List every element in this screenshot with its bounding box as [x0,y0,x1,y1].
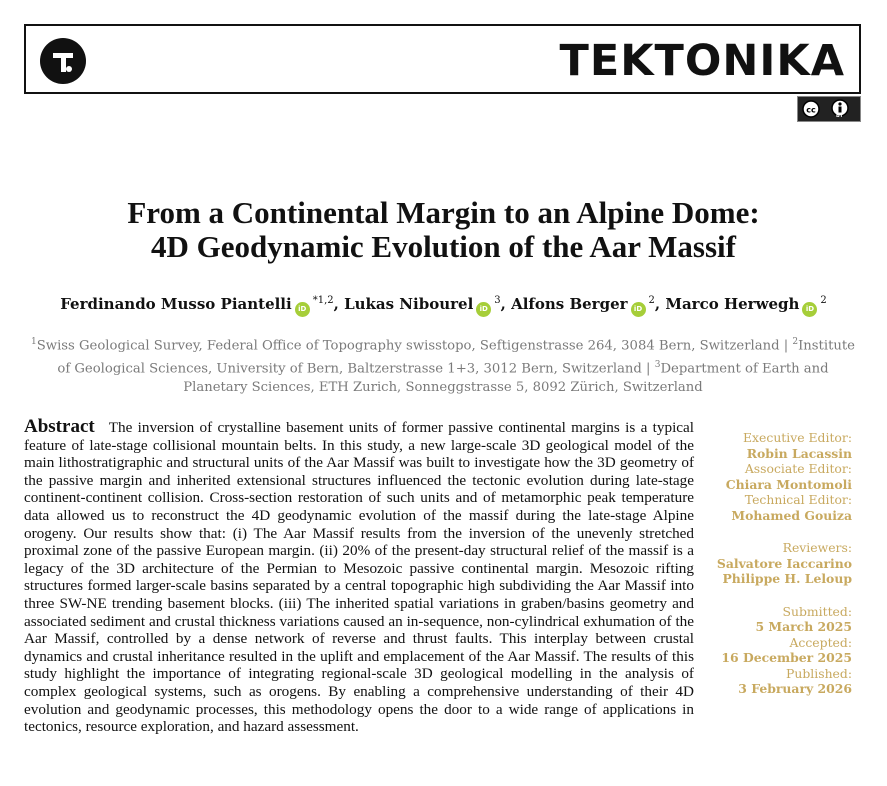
accepted-date: 16 December 2025 [721,650,852,665]
published-label: Published: [786,665,852,681]
cc-by-icon[interactable] [797,96,861,122]
affiliation-sup: 2 [792,337,799,347]
executive-editor-label: Executive Editor: [743,430,852,445]
orcid-icon[interactable]: iD [295,302,310,317]
orcid-icon[interactable]: iD [476,302,491,317]
affiliation-text: Department of Earth and Planetary Sciences, ETH Zurich, Sonneggstrasse 5, 8092 Zürich, Switzerland [183,361,829,395]
author-affiliation-sup: 2 [820,295,827,306]
affiliations [30,333,856,397]
submitted-label: Submitted: [782,603,852,619]
author-name: Ferdinando Musso Piantelli [60,295,292,313]
author-affiliation-sup: 3 [494,295,501,306]
author-name: Lukas Nibourel [344,295,474,313]
affiliation-sup: 1 [31,337,37,347]
title-line-2: 4D Geodynamic Evolution of the Aar Massif [151,229,736,264]
abstract [24,418,694,736]
author-affiliation-sup: 2 [648,295,655,306]
submitted-date: 5 March 2025 [755,619,852,634]
affiliation-text: Institute of Geological Sciences, University of Bern, Baltzerstrasse 1+3, 3012 Bern, Switzerland | [57,338,855,377]
reviewer-name: Salvatore Iaccarino [716,555,852,571]
title-line-1: From a Continental Margin to an Alpine Dome: [127,195,760,230]
affiliation-text: Swiss Geological Survey, Federal Office of Topography swisstopo, Seftigenstrasse 264, 3084 Bern, Switzerland | [36,338,793,354]
journal-wordmark[interactable]: TEKTONIKA [559,36,845,86]
orcid-icon[interactable]: iD [631,302,646,317]
abstract-text: The inversion of crystalline basement units of former passive continental margins is a typical feature of late-stage collisional mountain belts. In this study, a new large-scale 3D geological model of the main lithostratigraphic and structural units of the Aar Massif was built to investigate how the 3D geometry of the passive margin and inherited extensional structures influenced the tectonic evolution during late-stage continent-continent collision. Cross-section restoration of such units and of metamorphic peak temperature data allowed us to reconstruct the 4D geodynamic evolution of the massif during the late-stage Alpine orogeny. Our results show that: (i) The Aar Massif results from the inversion of the unevenly stretched proximal zone of the passive European margin. (ii) 20% of the present-day structural relief of the massif is a legacy of the 3D architecture of the Permian to Mesozoic passive continental margin. Mesozoic rifting structures formed larger-scale basins separated by a central topographic high subdividing the Aar Massif into three SW-NE trending basement blocks. (iii) The inherited spatial variations in graben/basins geometry and associated sediment and crustal thickness variations caused an in-sequence, non-cylindrical exhumation of the Aar Massif, controlled by a dense network of reverse and thrust faults. This interplay between crustal dynamics and crustal inheritance resulted in the uplift and emplacement of the Aar Massif. The results of this study highlight the importance of integrating regional-scale 3D geological modelling in the analysis of complex geological systems, such as orogens. By enabling a comprehensive understanding of their 4D evolution and geodynamic processes, this methodology opens the door to a wide range of applications in tectonics, resource exploration, and hazard assessment. [24,419,694,736]
associate-editor-label: Associate Editor: [744,461,852,476]
author-list: Ferdinando Musso Piantelli iD$^{*1,2}$, Lukas Nibourel $iD^3$, Alfons Berger $iD^2$, Marco Herwegh $iD^2$ [0,291,887,317]
editorial-sidebar [680,430,852,697]
cc-license-label: BY [836,113,844,119]
author-name: Alfons Berger [511,295,628,313]
executive-editor-name: Robin Lacassin [746,445,852,461]
journal-header [24,24,861,94]
reviewer-name: Philippe H. Leloup [722,571,852,586]
published-date: 3 February 2026 [738,681,852,696]
reviewers-label: Reviewers: [782,540,852,555]
orcid-icon[interactable]: iD [802,302,817,317]
technical-editor-name: Mohamed Gouiza [731,507,852,523]
abstract-heading: Abstract [24,416,95,437]
author-name: Marco Herwegh [665,295,800,313]
affiliation-sup: 3 [654,359,661,370]
tektonika-logo-icon[interactable] [40,38,86,84]
paper-title [0,196,887,264]
author-affiliation-sup: *1,2 [312,295,334,306]
technical-editor-label: Technical Editor: [744,492,852,507]
svg-text:cc: cc [806,105,816,115]
associate-editor-name: Chiara Montomoli [725,476,852,492]
accepted-label: Accepted: [789,634,852,650]
